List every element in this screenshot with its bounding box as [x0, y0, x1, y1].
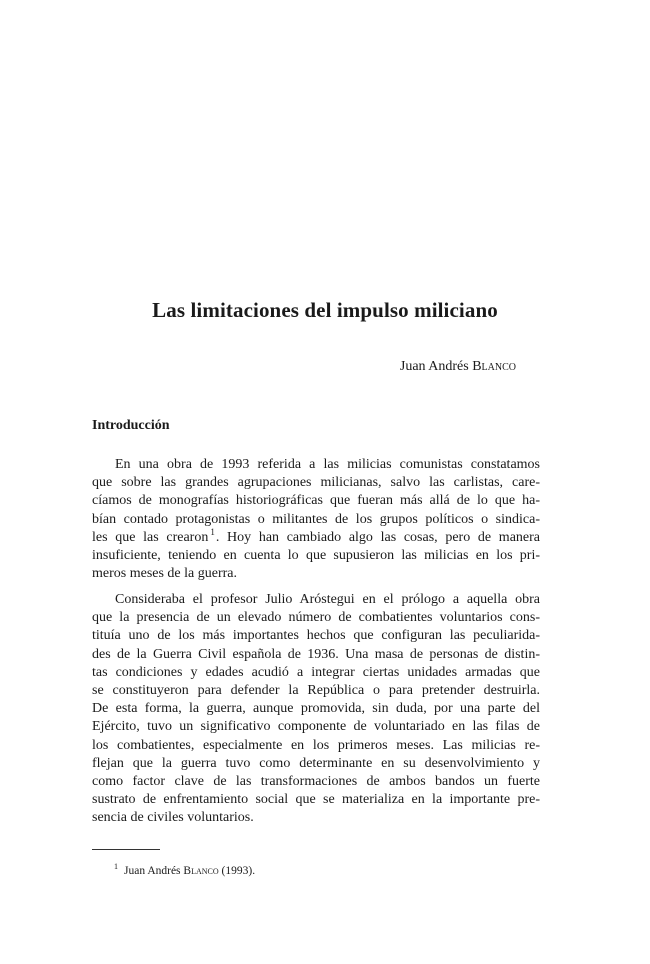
paragraph-line: como factor clave de las transformaciones de ambos bandos un fuerte [92, 774, 540, 790]
footnote-author-given: Juan Andrés [124, 865, 184, 877]
paragraph-1 [92, 456, 540, 583]
paragraph-text: . Hoy han cambiado algo las cosas, pero de manera [215, 529, 540, 545]
paragraph-line: los combatientes, especialmente en los primeros meses. Las milicias re- [92, 737, 540, 753]
footnote-divider [92, 849, 160, 850]
paragraph-line: que la presencia de un elevado número de combatientes voluntarios cons- [92, 610, 540, 626]
footnote-mark: 1 [114, 862, 118, 872]
paragraph-line: cíamos de monografías historiográficas que fueran más allá de lo que ha- [92, 493, 540, 509]
paragraph-line: Ejército, tuvo un significativo componente de voluntariado en las filas de [92, 719, 540, 735]
paragraph-line: des de la Guerra Civil española de 1936. Una masa de personas de distin- [92, 646, 540, 662]
paragraph-line: insuficiente, teniendo en cuenta lo que supusieron las milicias en los pri- [92, 548, 540, 564]
footnote-1 [114, 862, 256, 877]
paragraph-line: bían contado protagonistas o militantes de los grupos políticos o sindica- [92, 511, 540, 527]
chapter-author [400, 359, 516, 375]
paragraph-line-with-footnote [92, 529, 540, 547]
paragraph-line: tituía uno de los más importantes hechos que configuran las peculiarida- [92, 628, 540, 644]
paragraph-2 [92, 591, 540, 828]
paragraph-text: les que las crearon [92, 529, 209, 545]
paragraph-line: que sobre las grandes agrupaciones milicianas, salvo las carlistas, care- [92, 475, 540, 491]
section-heading: Introducción [92, 418, 170, 433]
author-given-name: Juan Andrés [399, 359, 473, 374]
paragraph-line: sustrato de enfrentamiento social que se materializa en la importante pre- [92, 792, 540, 808]
paragraph-line: En una obra de 1993 referida a las milicias comunistas constatamos [115, 457, 540, 472]
paragraph-line: se constituyeron para defender la República o para pretender destruirla. [92, 683, 540, 699]
paragraph-line: flejan que la guerra tuvo como determinante en su desenvolvimiento y [92, 755, 540, 771]
paragraph-line: De esta forma, la guerra, aunque promovida, sin duda, por una parte del [92, 701, 540, 717]
paragraph-line: meros meses de la guerra. [92, 566, 237, 582]
chapter-title: Las limitaciones del impulso miliciano [152, 298, 498, 322]
footnote-text: (1993). [218, 865, 256, 877]
footnote-reference[interactable]: 1 [210, 527, 215, 538]
paragraph-line: sencia de civiles voluntarios. [92, 810, 254, 826]
paragraph-line: Consideraba el profesor Julio Aróstegui en el prólogo a aquella obra [115, 592, 540, 607]
footnote-author-surname: Blanco [183, 865, 219, 877]
author-surname: Blanco [472, 359, 516, 374]
paragraph-line: tas condiciones y edades acudió a integrar ciertas unidades armadas que [92, 664, 540, 680]
